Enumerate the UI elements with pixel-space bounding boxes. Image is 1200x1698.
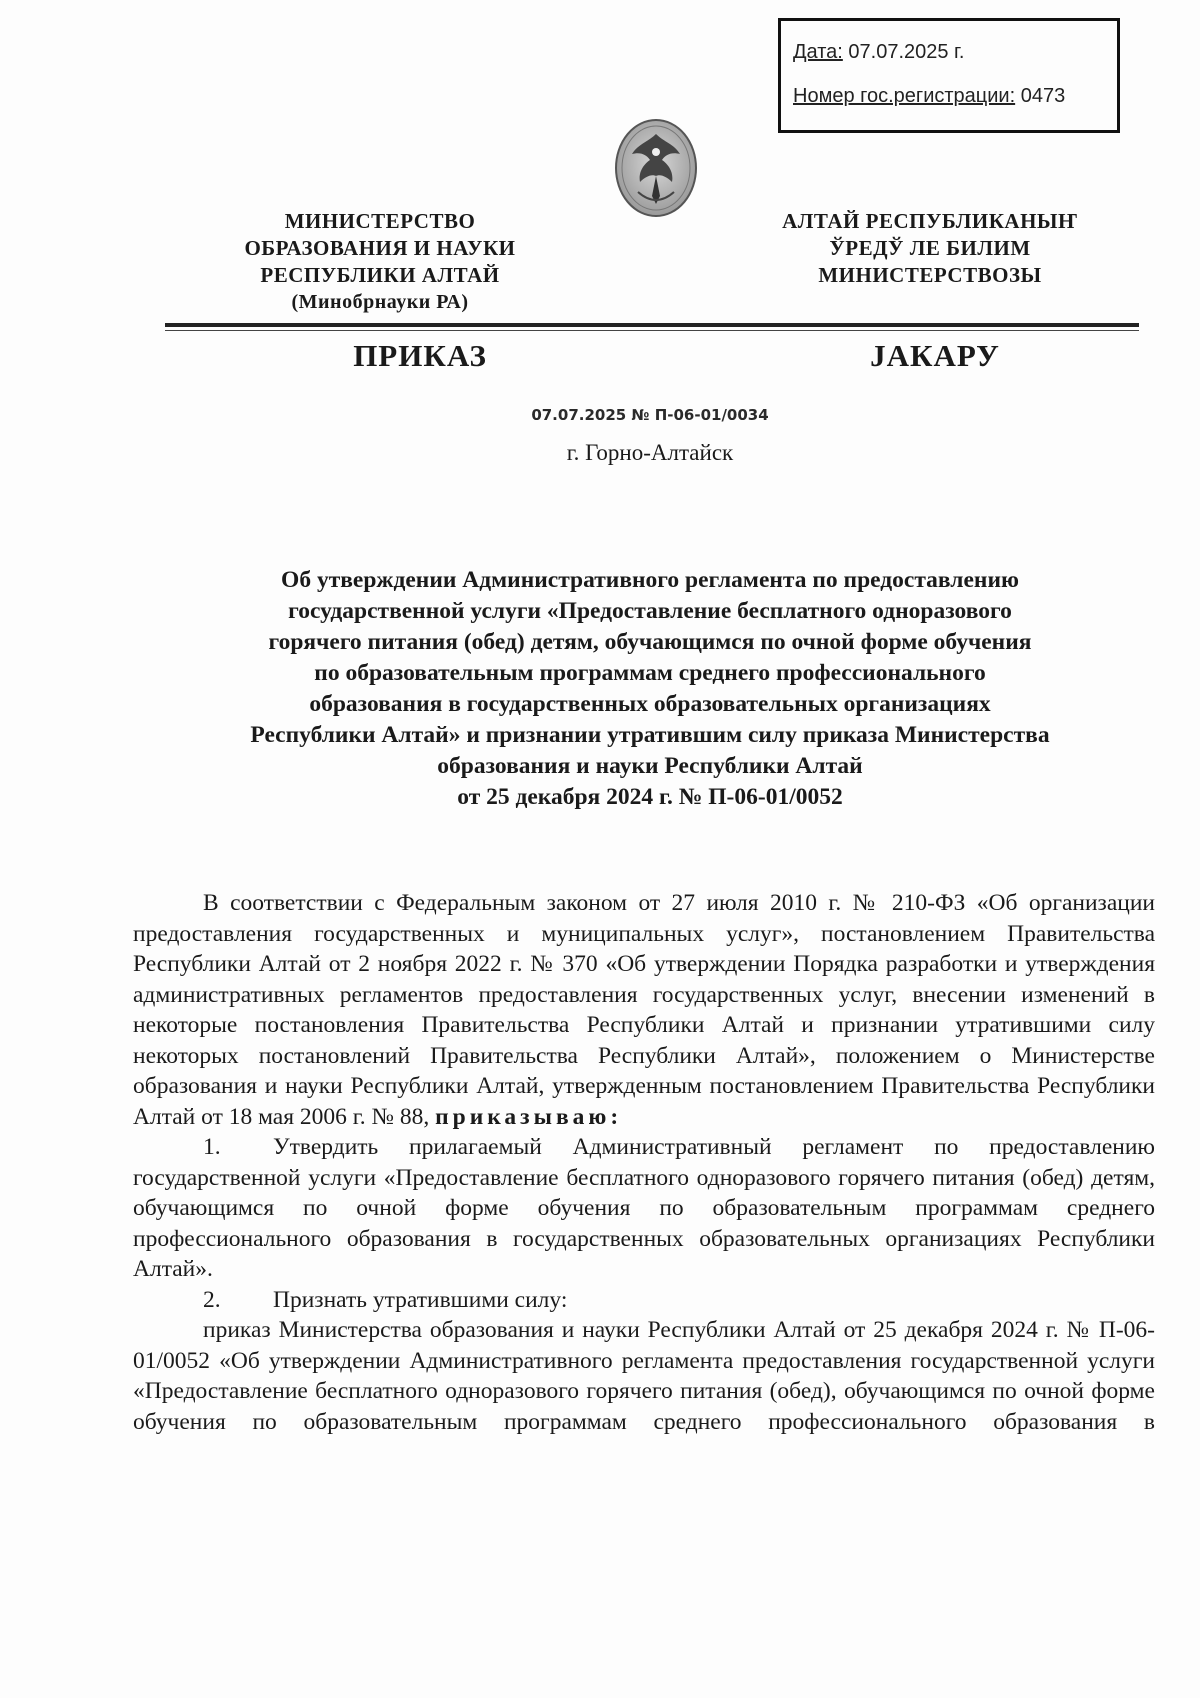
preamble-paragraph [133, 888, 1155, 1132]
title-line: образования в государственных образовательных организациях [309, 691, 991, 717]
title-line: государственной услуги «Предоставление бесплатного одноразового [288, 598, 1012, 624]
preamble-text: В соответствии с Федеральным законом от 27 июля 2010 г. № 210-ФЗ «Об организации предоставления государственных и муниципальных услуг», постановлением Правительства Республики Алтай от 2 ноября 2022 г. № 370 «Об утверждении Порядка разработки и утверждения административных регламентов предоставления государственных услуг, внесении изменений в некоторые постановления Правительства Республики Алтай и признании утратившими силу некоторых постановлений Правительства Республики Алтай», положением о Министерстве образования и науки Республики Алтай, утвержденным постановлением Правительства Республики Алтай от 18 мая 2006 г. № 88, [133, 890, 1155, 1130]
ministry-ru-line-2: ОБРАЗОВАНИЯ И НАУКИ [244, 236, 516, 260]
order-item-2-sub-text: приказ Министерства образования и науки Республики Алтай от 25 декабря 2024 г. № П-06-01/0052 «Об утверждении Административного регламента предоставления государственной услуги «Предоставление бесплатного одноразового горячего питания (обед), обучающимся по очной форме обучения по образовательным программам среднего профессионального образования в [133, 1317, 1155, 1435]
ministry-ru-line-1: МИНИСТЕРСТВО [284, 209, 476, 233]
title-line: образования и науки Республики Алтай [437, 753, 863, 779]
registration-date-label: Дата: [793, 41, 843, 63]
order-item-1-text: Утвердить прилагаемый Административный регламент по предоставлению государственной услуги «Предоставление бесплатного одноразового горячего питания (обед) детям, обучающимся по очной форме обучения по образовательным программам среднего профессионального образования в государственных образовательных организациях Республики Алтай». [133, 1134, 1155, 1282]
registration-stamp [778, 18, 1120, 133]
ministry-alt-line-1: АЛТАЙ РЕСПУБЛИКАНЫҤ [782, 209, 1078, 233]
ministry-ru-short-name: (Минобрнауки РА) [291, 291, 469, 313]
order-title [150, 565, 1150, 813]
order-item-1-number: 1. [203, 1134, 221, 1160]
registration-date-value: 07.07.2025 г. [848, 41, 965, 63]
title-line: по образовательным программам среднего профессионального [314, 660, 986, 686]
coat-of-arms-emblem-icon [608, 112, 704, 220]
order-item-2 [133, 1285, 1155, 1316]
ministry-alt-line-3: МИНИСТЕРСТВОЗЫ [818, 263, 1042, 287]
order-date-number: 07.07.2025 № П-06-01/0034 [531, 406, 769, 424]
registration-date-row [793, 41, 1117, 85]
ministry-name-russian [190, 208, 570, 316]
order-item-2-subparagraph [133, 1315, 1155, 1437]
order-item-2-text: Признать утратившими силу: [273, 1286, 568, 1313]
order-item-1 [133, 1132, 1155, 1285]
order-body [133, 888, 1155, 1437]
title-line: Республики Алтай» и признании утратившим силу приказа Министерства [250, 722, 1050, 748]
title-line: Об утверждении Административного регламента по предоставлению [281, 567, 1019, 593]
registration-number-label: Номер гос.регистрации: [793, 85, 1016, 107]
registration-number-value: 0473 [1020, 85, 1066, 107]
registration-number-row [793, 85, 1117, 129]
header-divider-thick [165, 323, 1139, 327]
title-line: горячего питания (обед) детям, обучающимся по очной форме обучения [268, 629, 1032, 655]
order-item-2-number: 2. [203, 1286, 221, 1313]
doc-type-altai: JАКАРУ [870, 338, 1000, 373]
header-divider-thin [165, 330, 1139, 331]
issue-city: г. Горно-Алтайск [566, 440, 734, 465]
ministry-alt-line-2: ЎРЕДЎ ЛЕ БИЛИМ [829, 236, 1031, 260]
doc-type-russian: ПРИКАЗ [353, 338, 487, 373]
title-line: от 25 декабря 2024 г. № П-06-01/0052 [457, 784, 843, 810]
order-directive-word: приказываю: [435, 1103, 623, 1130]
ministry-name-altai [740, 208, 1120, 289]
ministry-ru-line-3: РЕСПУБЛИКИ АЛТАЙ [260, 263, 500, 287]
